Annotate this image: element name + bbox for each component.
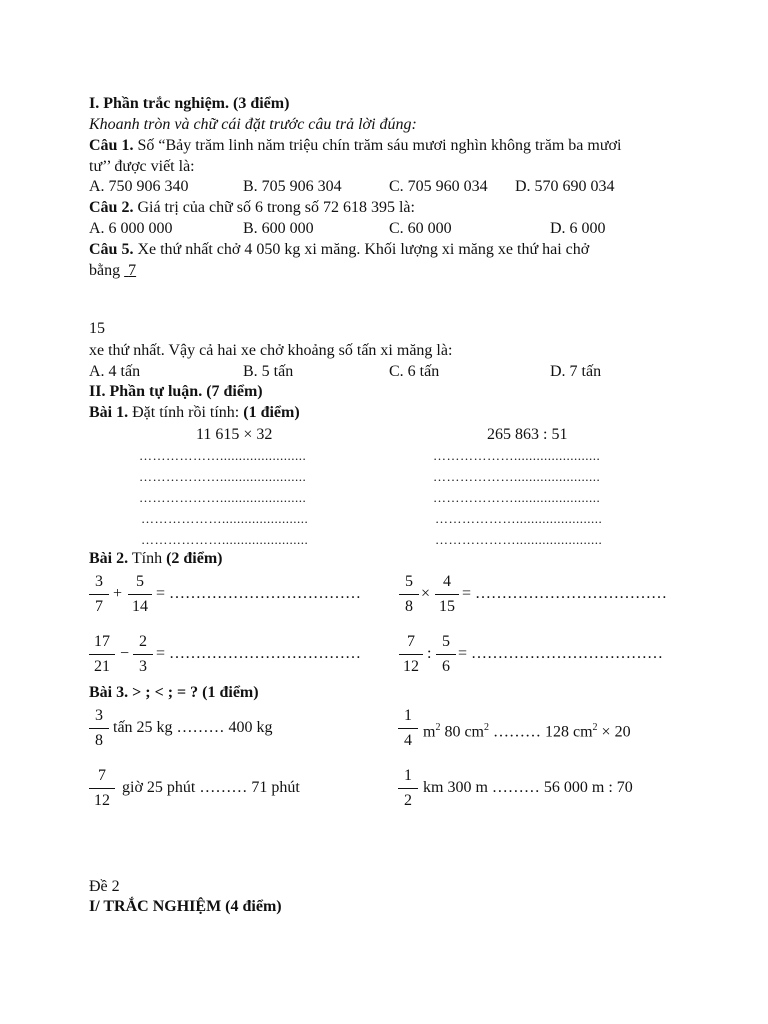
bai1-expr-left: 11 615 × 32: [196, 426, 273, 443]
bai3-c1-frac: 3 8: [89, 706, 109, 751]
q2-line: [89, 198, 415, 218]
q1-line1: [89, 136, 621, 156]
q1-option-a: A. 750 906 340: [89, 178, 189, 195]
q1-option-c: C. 705 960 034: [389, 178, 488, 195]
bai3-label: Bài 3.: [89, 684, 129, 701]
bai2-e1-frac1: 3 7: [89, 572, 109, 617]
part2-heading: II. Phần tự luận. (7 điểm): [89, 383, 263, 400]
q1-line2: tư’’ được viết là:: [89, 158, 195, 175]
q2-option-b: B. 600 000: [243, 220, 314, 237]
bai1-line: [89, 403, 300, 423]
bai1-points: (1 điểm): [243, 404, 300, 421]
bai2-e1-answer: = ………………………………: [156, 585, 362, 602]
q2-text: Giá trị của chữ số 6 trong số 72 618 395 là:: [137, 199, 415, 216]
q1-text: Số “Bảy trăm linh năm triệu chín trăm sáu mươi nghìn không trăm ba mươi: [137, 137, 622, 154]
bai1-work-right-4: ……………….......................: [435, 511, 603, 526]
q5-option-c: C. 6 tấn: [389, 363, 440, 380]
bai1-work-left-3: ……………….......................: [139, 490, 307, 505]
bai2-e1-op: +: [113, 585, 123, 602]
de2-title: Đề 2: [89, 878, 120, 895]
bai3-c1-text: tấn 25 kg ……… 400 kg: [113, 719, 273, 736]
q1-option-b: B. 705 906 304: [243, 178, 342, 195]
q5-line1: [89, 240, 589, 260]
bai2-line: [89, 549, 223, 569]
bai3-c2-text: $m^2$ 80 $cm^2$ ……… 128 $cm^2 \times 20$: [423, 722, 631, 741]
bai1-text: Đặt tính rồi tính:: [132, 404, 240, 421]
bai3-c2-frac: 1 4: [398, 706, 418, 751]
q5-text2: bằng: [89, 262, 121, 279]
bai2-label: Bài 2.: [89, 550, 129, 567]
bai2-e4-op: :: [427, 645, 432, 662]
bai1-work-left-5: ……………….......................: [141, 532, 309, 547]
q5-label: Câu 5.: [89, 241, 134, 258]
bai1-label: Bài 1.: [89, 404, 129, 421]
bai1-work-left-4: ……………….......................: [141, 511, 309, 526]
bai3-c4-frac: 1 2: [398, 766, 418, 811]
q2-label: Câu 2.: [89, 199, 134, 216]
bai2-e3-op: −: [120, 645, 130, 662]
bai3-c4-text: km 300 m ……… 56 000 m : 70: [423, 779, 633, 796]
part1-heading: I. Phần trắc nghiệm. (3 điểm): [89, 95, 290, 112]
q2-option-a: A. 6 000 000: [89, 220, 173, 237]
bai2-e2-frac1: 5 8: [399, 572, 419, 617]
q5-fraction-numerator: 7: [128, 262, 137, 279]
bai2-e3-frac1: 17 21: [89, 632, 115, 677]
bai3-c3-frac: 7 12: [89, 766, 115, 811]
bai2-e4-frac1: 7 12: [399, 632, 423, 677]
bai3-c3-text: giờ 25 phút ……… 71 phút: [122, 779, 300, 796]
q5-line2: [89, 261, 136, 281]
bai2-points: (2 điểm): [166, 550, 223, 567]
q5-text: Xe thứ nhất chở 4 050 kg xi măng. Khối lượng xi măng xe thứ hai chở: [137, 241, 590, 258]
bai1-work-left-2: ……………….......................: [139, 469, 307, 484]
bai1-expr-right: 265 863 : 51: [487, 426, 568, 443]
bai3-line: [89, 683, 259, 703]
q2-option-c: C. 60 000: [389, 220, 452, 237]
bai3-text: > ; < ; = ?: [132, 684, 199, 701]
bai2-e1-frac2: 5 14: [128, 572, 152, 617]
bai1-work-right-1: ……………….......................: [433, 448, 601, 463]
bai2-e2-op: ×: [421, 585, 431, 602]
q5-fraction-denominator: 15: [89, 320, 105, 337]
bai2-e3-frac2: 2 3: [133, 632, 153, 677]
q5-option-d: D. 7 tấn: [550, 363, 602, 380]
q5-line3: xe thứ nhất. Vậy cả hai xe chở khoảng số tấn xi măng là:: [89, 342, 453, 359]
bai1-work-right-2: ……………….......................: [433, 469, 601, 484]
bai2-e2-answer: = ………………………………: [462, 585, 668, 602]
q5-option-b: B. 5 tấn: [243, 363, 294, 380]
de2-heading: I/ TRẮC NGHIỆM (4 điểm): [89, 898, 282, 915]
q1-label: Câu 1.: [89, 137, 134, 154]
bai2-text: Tính: [131, 550, 163, 567]
q1-option-d: D. 570 690 034: [515, 178, 615, 195]
bai1-work-right-3: ……………….......................: [433, 490, 601, 505]
q5-option-a: A. 4 tấn: [89, 363, 141, 380]
instruction: Khoanh tròn và chữ cái đặt trước câu trả lời đúng:: [89, 116, 417, 133]
q2-option-d: D. 6 000: [550, 220, 606, 237]
bai2-e4-frac2: 5 6: [436, 632, 456, 677]
bai2-e3-answer: = ………………………………: [156, 645, 362, 662]
bai2-e2-frac2: 4 15: [435, 572, 459, 617]
bai1-work-left-1: ……………….......................: [139, 448, 307, 463]
bai1-work-right-5: ……………….......................: [435, 532, 603, 547]
bai2-e4-answer: = ………………………………: [458, 645, 664, 662]
bai3-points: (1 điểm): [202, 684, 259, 701]
